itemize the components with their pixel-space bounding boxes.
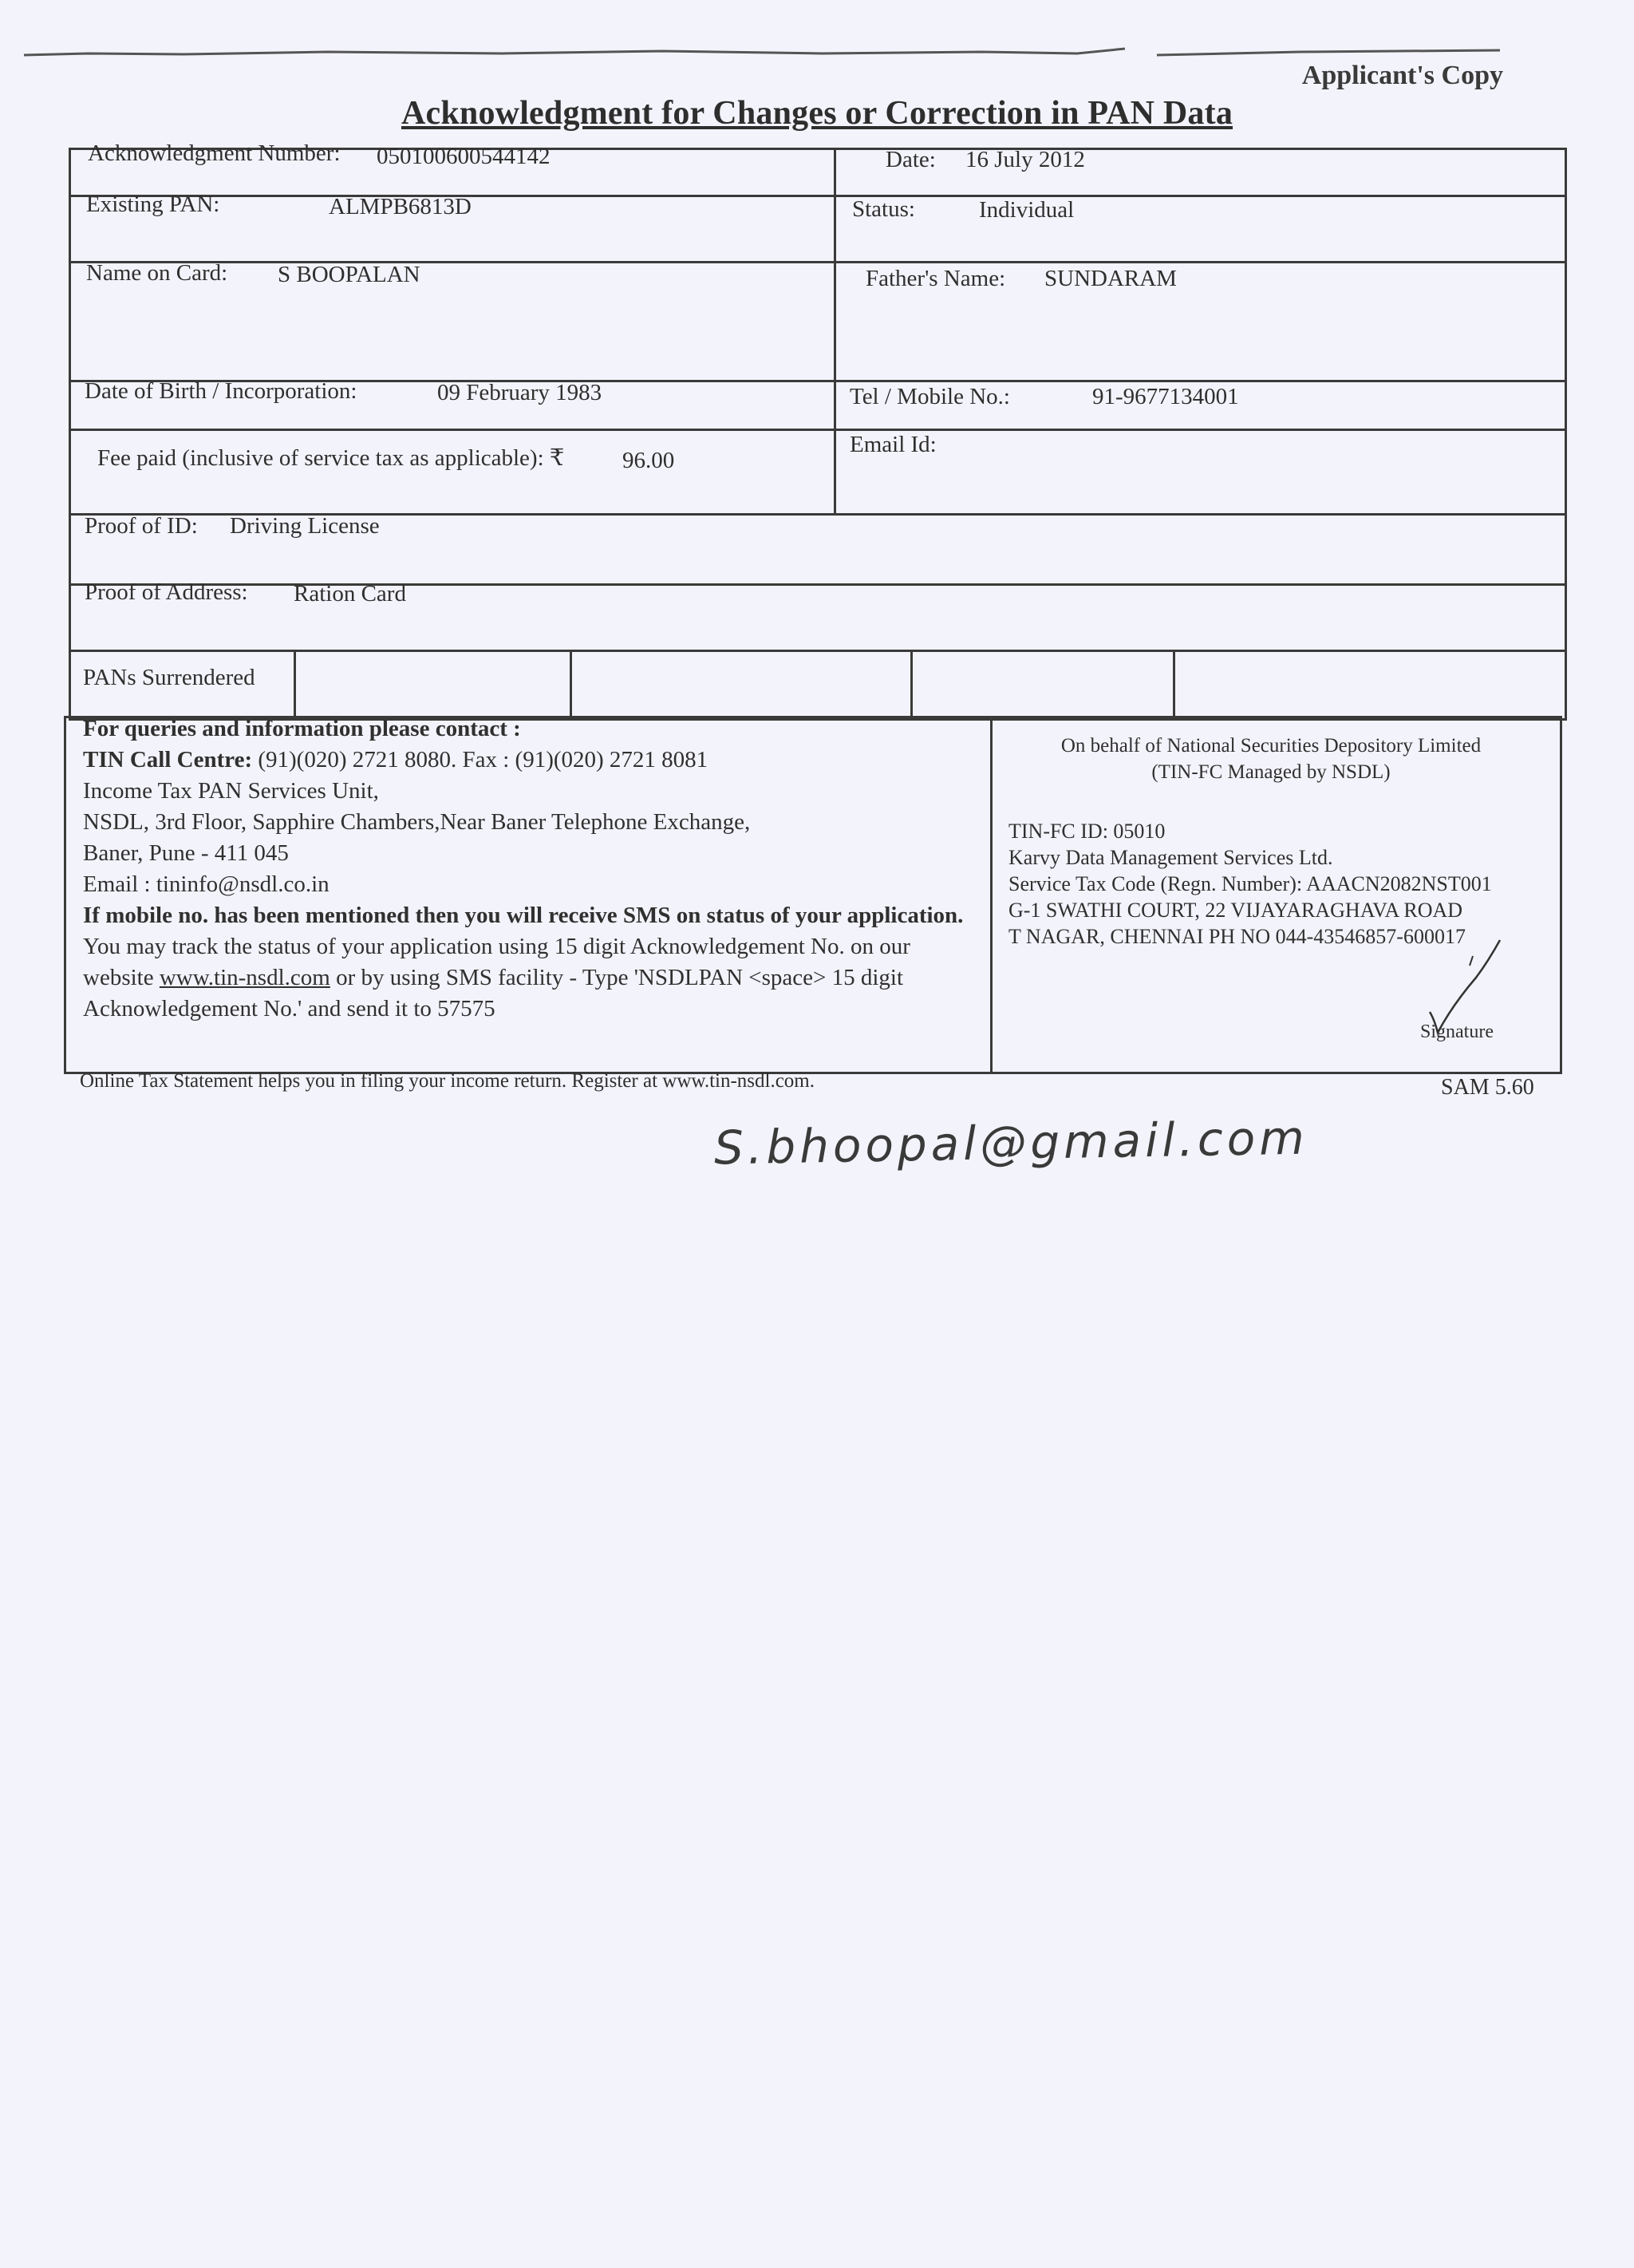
tel-label: Tel / Mobile No.: [850, 384, 1010, 409]
form-column-divider [834, 148, 836, 516]
behalf-line-1: On behalf of National Securities Depository Limited [1060, 735, 1482, 757]
status-label: Status: [852, 196, 915, 222]
proof-of-address-value: Ration Card [294, 581, 406, 607]
proof-of-id-label: Proof of ID: [85, 513, 198, 539]
form-divider [69, 429, 1565, 431]
contact-column-divider [990, 716, 993, 1072]
fee-value: 96.00 [622, 448, 675, 473]
handwritten-email: S.bhoopal@gmail.com [713, 1110, 1309, 1175]
call-centre-label: TIN Call Centre: [83, 747, 253, 772]
nsdl-address-line: NSDL, 3rd Floor, Sapphire Chambers,Near Baner Telephone Exchange, [83, 809, 751, 835]
pan-slot-divider [910, 650, 913, 716]
sms-notice: If mobile no. has been mentioned then you will receive SMS on status of your application. [83, 903, 964, 928]
form-version: SAM 5.60 [1441, 1075, 1534, 1100]
service-tax-code: Service Tax Code (Regn. Number): AAACN2082NST001 [1008, 872, 1492, 895]
name-on-card-label: Name on Card: [86, 260, 228, 286]
proof-of-address-label: Proof of Address: [85, 579, 248, 605]
pan-slot-divider [294, 650, 296, 716]
fee-label: Fee paid (inclusive of service tax as applicable): ₹ [97, 445, 565, 471]
tinfc-details [1008, 818, 1492, 950]
tin-nsdl-link[interactable]: www.tin-nsdl.com [159, 965, 330, 990]
date-label: Date: [886, 147, 936, 172]
behalf-line-2: (TIN-FC Managed by NSDL) [1151, 761, 1391, 783]
call-centre-numbers: (91)(020) 2721 8080. Fax : (91)(020) 2721 8081 [252, 747, 708, 772]
contact-email-line: Email : tininfo@nsdl.co.in [83, 871, 330, 897]
applicant-copy-label: Applicant's Copy [1301, 61, 1503, 90]
track-line-1: You may track the status of your application using 15 digit Acknowledgement No. on our [83, 934, 910, 959]
ack-number-value: 050100600544142 [377, 144, 551, 169]
tinfc-company: Karvy Data Management Services Ltd. [1008, 846, 1333, 869]
proof-of-id-value: Driving License [230, 513, 380, 539]
contact-heading: For queries and information please contact : [83, 716, 521, 741]
email-id-label: Email Id: [850, 432, 937, 457]
tinfc-address-1: G-1 SWATHI COURT, 22 VIJAYARAGHAVA ROAD [1008, 899, 1463, 922]
pan-slot-divider [1173, 650, 1175, 716]
tinfc-address-2: T NAGAR, CHENNAI PH NO 044-43546857-600017 [1008, 925, 1466, 948]
track-text: website [83, 965, 160, 990]
tel-value: 91-9677134001 [1092, 384, 1239, 409]
footer-note: Online Tax Statement helps you in filing your income return. Register at www.tin-nsdl.com. [80, 1070, 815, 1092]
name-on-card-value: S BOOPALAN [278, 262, 420, 287]
pans-surrendered-label: PANs Surrendered [83, 665, 255, 690]
page-title: Acknowledgment for Changes or Correction in PAN Data [401, 95, 1233, 132]
call-centre-line [83, 745, 963, 776]
dob-label: Date of Birth / Incorporation: [85, 378, 357, 404]
existing-pan-value: ALMPB6813D [329, 194, 472, 219]
track-line-2 [83, 962, 963, 994]
ack-number-label: Acknowledgment Number: [88, 140, 341, 166]
nsdl-city-line: Baner, Pune - 411 045 [83, 840, 289, 866]
dob-value: 09 February 1983 [437, 380, 602, 405]
fathers-name-label: Father's Name: [866, 266, 1006, 291]
nsdl-behalf-block [996, 733, 1546, 785]
contact-section [83, 713, 963, 1025]
track-text-rest: or by using SMS facility - Type 'NSDLPAN <space> 15 digit [330, 965, 904, 990]
track-line-3: Acknowledgement No.' and send it to 57575 [83, 996, 495, 1021]
fathers-name-value: SUNDARAM [1044, 266, 1177, 291]
pan-slot-divider [570, 650, 572, 716]
date-value: 16 July 2012 [965, 147, 1085, 172]
existing-pan-label: Existing PAN: [86, 192, 220, 217]
form-table [69, 148, 1567, 721]
signature-label: Signature [1420, 1021, 1494, 1042]
status-value: Individual [979, 197, 1075, 223]
scan-edge-line [24, 44, 1500, 63]
form-divider [69, 195, 1565, 197]
pan-unit-line: Income Tax PAN Services Unit, [83, 778, 379, 804]
tinfc-id: TIN-FC ID: 05010 [1008, 820, 1166, 843]
